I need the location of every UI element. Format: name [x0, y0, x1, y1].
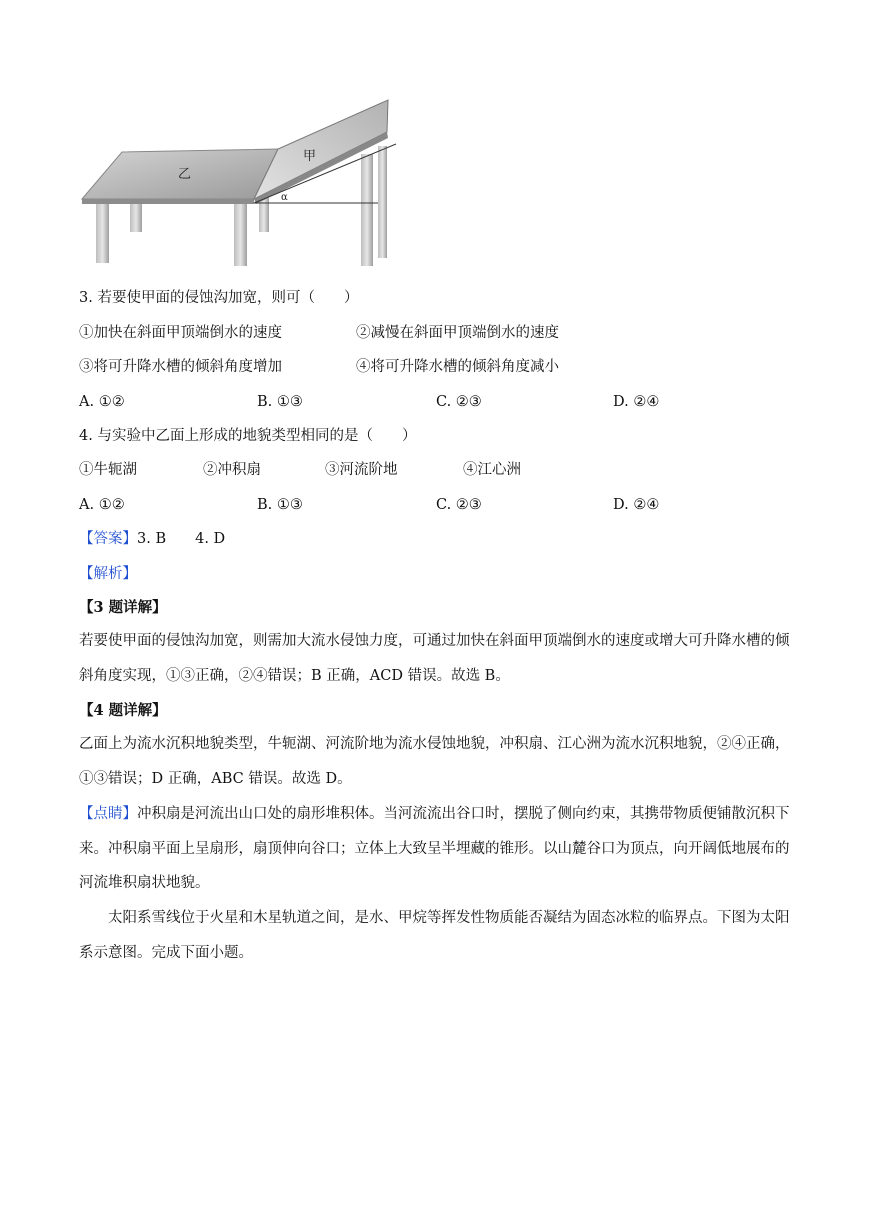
answer-tag: 【答案】 — [79, 531, 137, 547]
label-alpha: α — [281, 192, 288, 203]
q3-item-4: ④将可升降水槽的倾斜角度减小 — [356, 359, 559, 375]
q3-option-b: B. ①③ — [257, 394, 303, 410]
q3-item-2: ②减慢在斜面甲顶端倒水的速度 — [356, 325, 559, 341]
question-3-stem: 3. 若要使甲面的侵蚀沟加宽，则可（ ） — [79, 290, 359, 306]
table-leg — [96, 199, 109, 263]
experiment-figure — [78, 92, 408, 272]
q4-item-2: ②冲积扇 — [203, 462, 261, 478]
q3-option-a: A. ①② — [79, 394, 125, 410]
detail-4-text: 乙面上为流水沉积地貌类型，牛轭湖、河流阶地为流水侵蚀地貌，冲积扇、江心洲为流水沉积地貌，②④正确，①③错误；D 正确，ABC 错误。故选 D。 — [79, 736, 790, 787]
detail-3-heading: 【3 题详解】 — [79, 599, 167, 616]
analysis-tag: 【解析】 — [79, 566, 137, 582]
intro-paragraph: 太阳系雪线位于火星和木星轨道之间，是水、甲烷等挥发性物质能否凝结为固态冰粒的临界点。下图为太阳系示意图。完成下面小题。 — [79, 910, 790, 961]
q4-option-d: D. ②④ — [613, 497, 660, 513]
question-4-stem: 4. 与实验中乙面上形成的地貌类型相同的是（ ） — [79, 428, 417, 444]
q4-item-3: ③河流阶地 — [325, 462, 398, 478]
q3-item-3: ③将可升降水槽的倾斜角度增加 — [79, 359, 282, 375]
q4-item-1: ①牛轭湖 — [79, 462, 137, 478]
detail-4-heading: 【4 题详解】 — [79, 702, 167, 719]
tip-paragraph — [79, 797, 794, 901]
tip-tag: 【点睛】 — [79, 806, 137, 822]
label-jia: 甲 — [303, 149, 317, 164]
q4-option-a: A. ①② — [79, 497, 125, 513]
tip-text: 冲积扇是河流出山口处的扇形堆积体。当河流流出谷口时，摆脱了侧向约束，其携带物质便铺散沉积下来。冲积扇平面上呈扇形，扇顶伸向谷口；立体上大致呈半埋藏的锥形。以山麓谷口为顶点，向开阔低地展布的河流堆积扇状地貌。 — [79, 806, 790, 891]
answer-text: 3. B 4. D — [137, 531, 226, 547]
q4-option-c: C. ②③ — [436, 497, 482, 513]
answer-line — [79, 529, 225, 549]
q4-item-4: ④江心洲 — [463, 462, 521, 478]
table-leg — [234, 199, 247, 266]
q4-option-b: B. ①③ — [257, 497, 303, 513]
label-yi: 乙 — [178, 167, 192, 182]
q3-option-d: D. ②④ — [613, 394, 660, 410]
q3-item-1: ①加快在斜面甲顶端倒水的速度 — [79, 325, 282, 341]
q3-option-c: C. ②③ — [436, 394, 482, 410]
detail-3-text: 若要使甲面的侵蚀沟加宽，则需加大流水侵蚀力度，可通过加快在斜面甲顶端倒水的速度或增大可升降水槽的倾斜角度实现，①③正确，②④错误；B 正确，ACD 错误。故选 B。 — [79, 633, 790, 684]
table-leg — [378, 146, 387, 258]
table-leg — [361, 154, 373, 266]
